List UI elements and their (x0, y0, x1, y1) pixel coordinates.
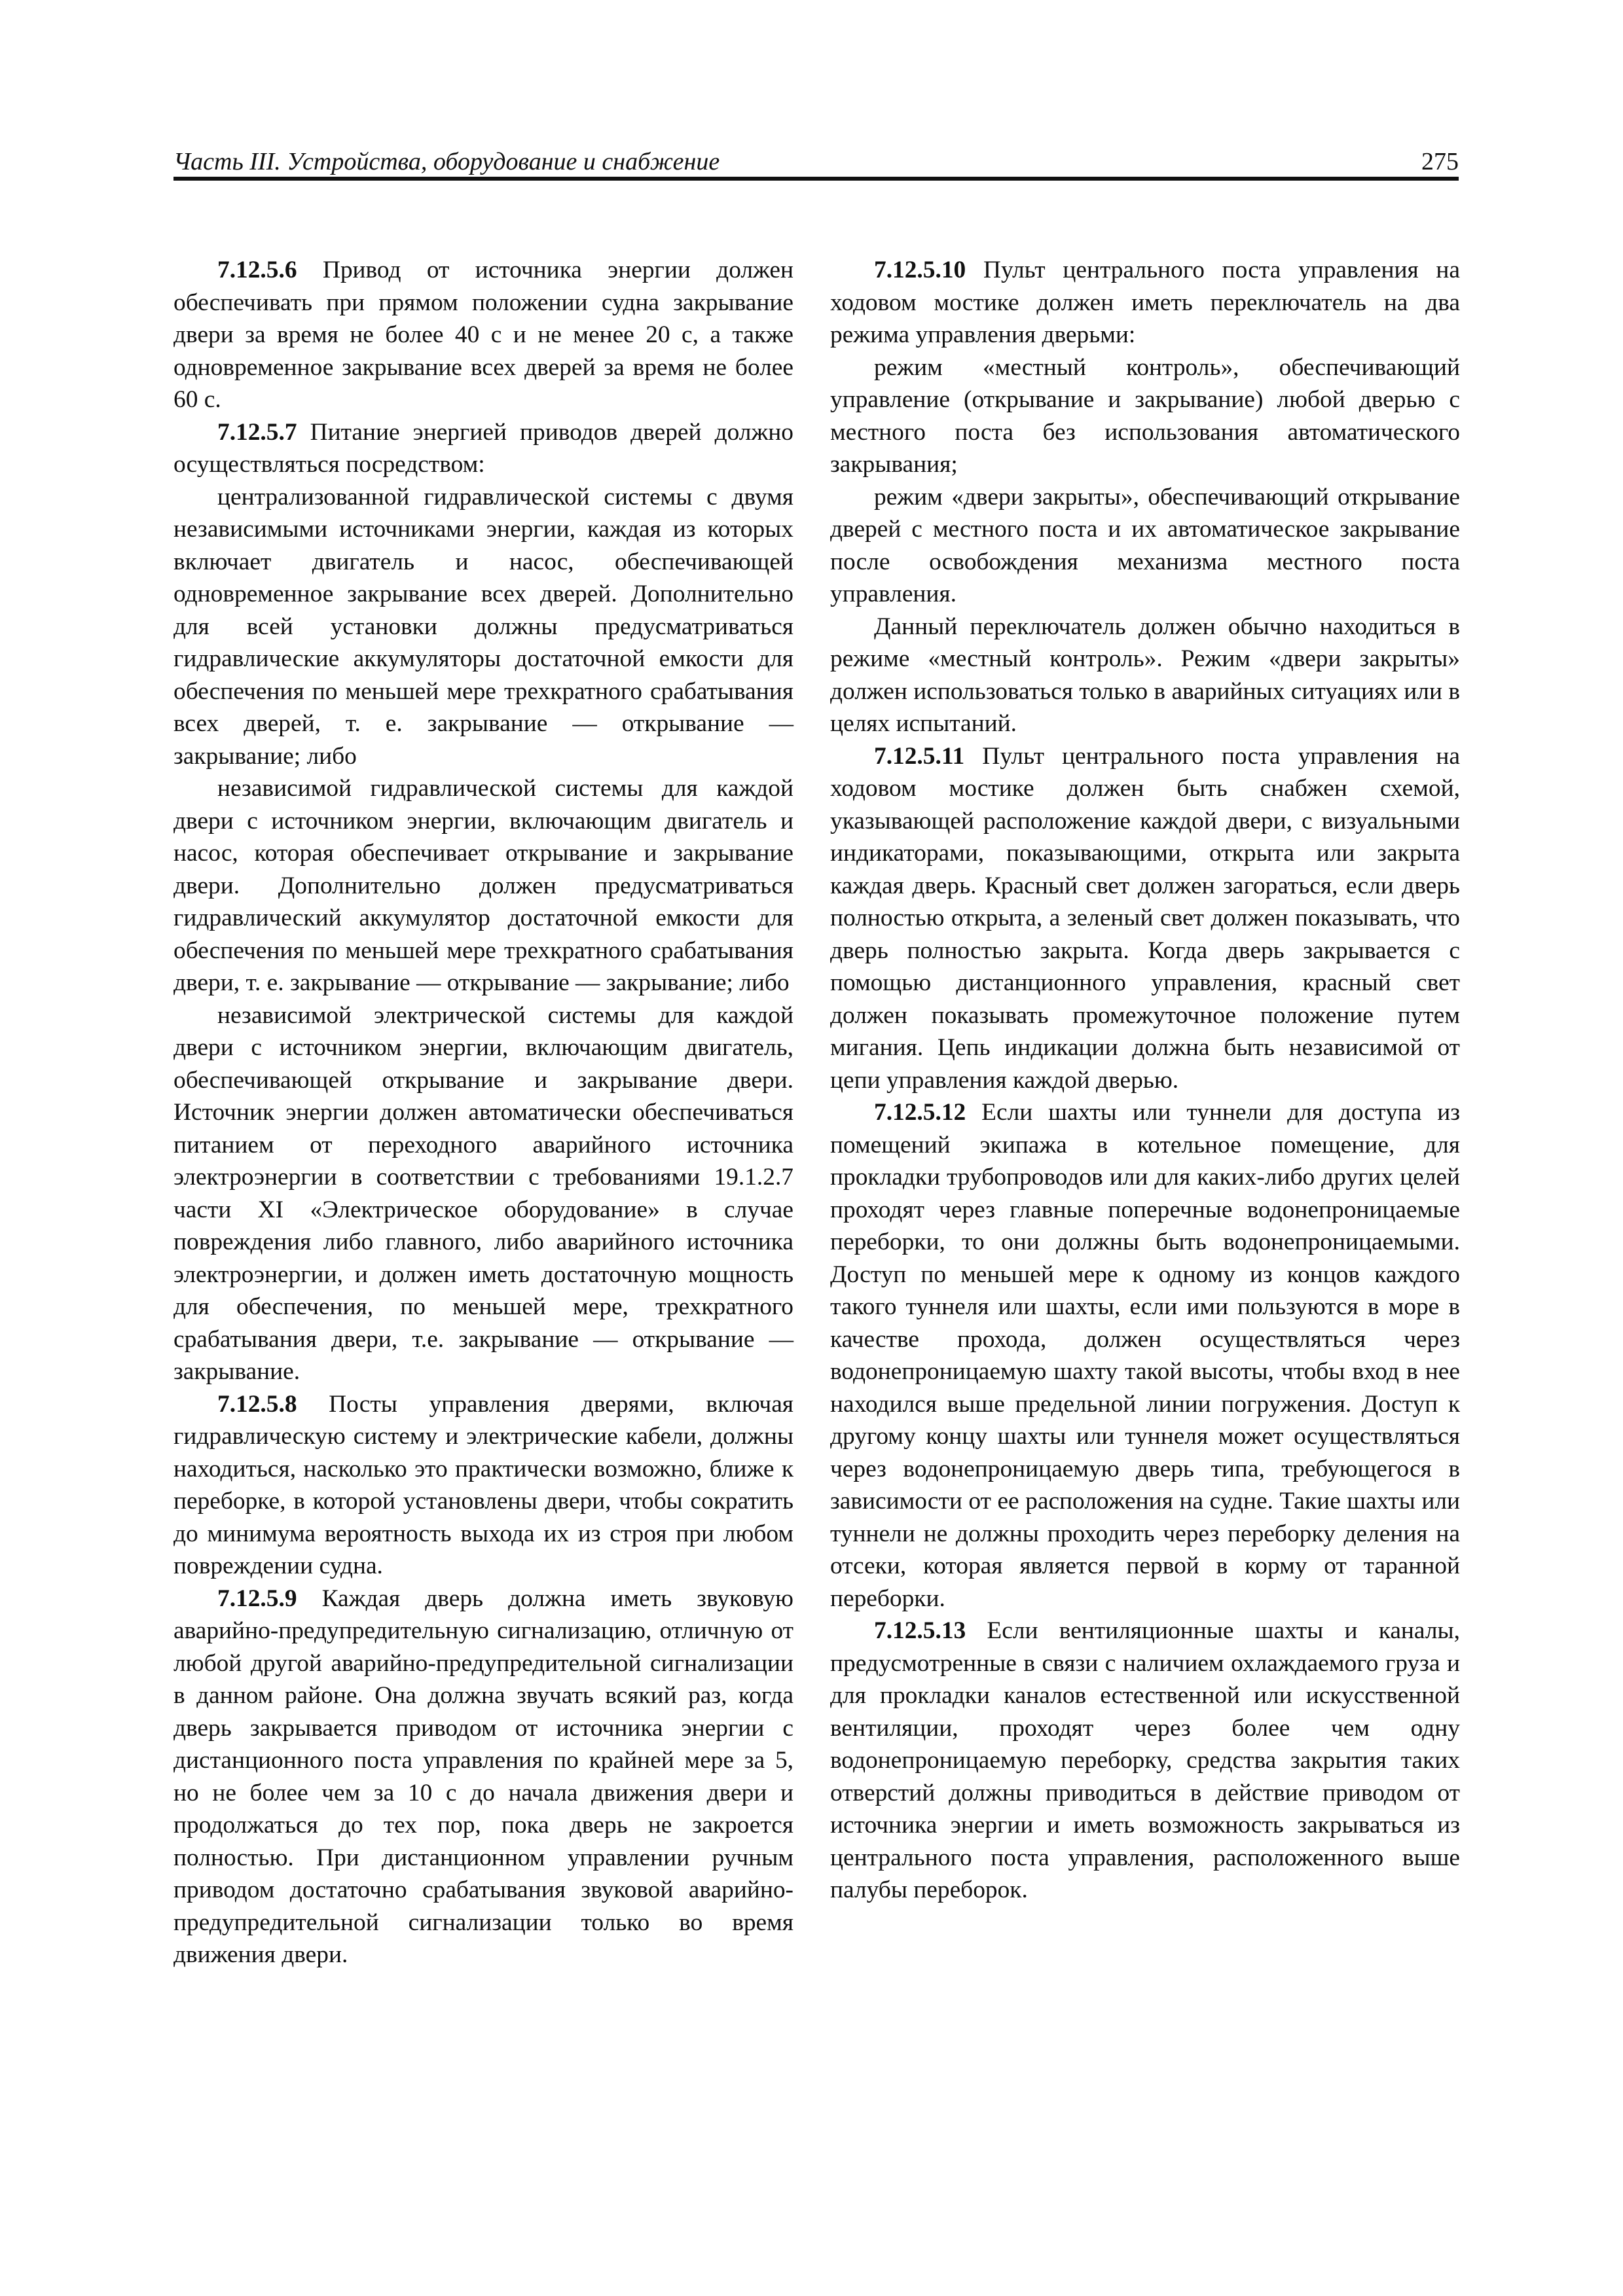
list-item-local-control-mode: режим «местный контроль», обеспечивающий управление (открывание и закрывание) любой дверью с местного поста без использования автоматического закрывания; (830, 353, 1460, 478)
list-item-independent-hydraulic: независимой гидравлической системы для каждой двери с источником энергии, включающим двигатель и насос, которая обеспечивает открывание и закрывание двери. Дополнительно должен предусматриваться гидравлический аккумулятор достаточной емкости для обеспечения по меньшей мере трехкратного срабатывания двери, т. е. закрывание — открывание — закрывание; либо (173, 775, 793, 996)
right-column (830, 254, 1460, 1907)
paragraph-number: 7.12.5.9 (217, 1585, 297, 1612)
paragraph-7-12-5-9 (173, 1583, 793, 1971)
running-header (173, 145, 1459, 178)
paragraph-number: 7.12.5.6 (217, 257, 297, 283)
paragraph-text: Пульт центрального поста управления на ходовом мостике должен быть снабжен схемой, указывающей расположение каждой двери, с визуальными индикаторами, показывающими, открыта или закрыта каждая дверь. Красный свет должен загораться, если дверь полностью открыта, а зеленый свет должен показывать, что дверь полностью закрыта. Когда дверь закрывается с помощью дистанционного управления, красный свет должен показывать промежуточное положение путем мигания. Цепь индикации должна быть независимой от цепи управления каждой дверью. (830, 742, 1460, 1094)
paragraph-7-12-5-6 (173, 254, 793, 416)
page-number: 275 (1421, 148, 1459, 175)
paragraph-text: Если шахты или туннели для доступа из помещений экипажа в котельное помещение, для прокладки трубопроводов или для каких-либо других целей проходят через главные поперечные водонепроницаемые переборки, то они должны быть водонепроницаемыми. Доступ по меньшей мере к одному из концов каждого такого туннеля или шахты, если ими пользуются в море в качестве прохода, должен осуществляться через водонепроницаемую шахту такой высоты, чтобы вход в нее находился выше предельной линии погружения. Доступ к другому концу шахты или туннеля может осуществляться через водонепроницаемую дверь типа, требующегося в зависимости от ее расположения на судне. Такие шахты или туннели не должны проходить через переборку деления на отсеки, которая является первой в корму от таранной переборки. (830, 1099, 1460, 1612)
list-item-independent-electric: независимой электрической системы для каждой двери с источником энергии, включающим двигатель, обеспечивающей открывание и закрывание двери. Источник энергии должен автоматически обеспечиваться питанием от переходного аварийного источника электроэнергии в соответствии с требованиями 19.1.2.7 части XI «Электрическое оборудование» в случае повреждения либо главного, либо аварийного источника электроэнергии, и должен иметь достаточную мощность для обеспечения, по меньшей мере, трехкратного срабатывания двери, т.е. закрывание — открывание — закрывание. (173, 1001, 793, 1385)
header-rule (173, 177, 1459, 181)
paragraph-text: Если вентиляционные шахты и каналы, предусмотренные в связи с наличием охлаждаемого груза и для прокладки каналов естественной или искусственной вентиляции, проходят через более чем одну водонепроницаемую переборку, средства закрытия таких отверстий должны приводиться в действие приводом от источника энергии и иметь возможность закрываться из центрального поста управления, расположенного выше палубы переборок. (830, 1617, 1460, 1903)
paragraph-text: Питание энергией приводов дверей должно осуществляться посредством: (173, 418, 793, 478)
paragraph-text: Привод от источника энергии должен обеспечивать при прямом положении судна закрывание двери за время не более 40 с и не менее 20 с, а также одновременное закрывание всех дверей за время не более 60 с. (173, 257, 793, 413)
paragraph-text: Посты управления дверями, включая гидравлическую систему и электрические кабели, должны находиться, насколько это практически возможно, ближе к переборке, в которой установлены двери, чтобы сократить до минимума вероятность выхода их из строя при любом повреждении судна. (173, 1390, 793, 1579)
paragraph-switch-note: Данный переключатель должен обычно находиться в режиме «местный контроль». Режим «двери закрыты» должен использоваться только в аварийных ситуациях или в целях испытаний. (830, 613, 1460, 737)
paragraph-number: 7.12.5.12 (874, 1099, 966, 1126)
paragraph-7-12-5-13 (830, 1615, 1460, 1907)
list-item-doors-closed-mode: режим «двери закрыты», обеспечивающий открывание дверей с местного поста и их автоматическое закрывание после освобождения механизма местного поста управления. (830, 483, 1460, 607)
paragraph-number: 7.12.5.7 (217, 418, 297, 446)
left-column (173, 254, 793, 1971)
paragraph-7-12-5-11 (830, 740, 1460, 1097)
paragraph-number: 7.12.5.8 (217, 1390, 297, 1418)
paragraph-number: 7.12.5.13 (874, 1617, 966, 1644)
list-item-centralized-hydraulic: централизованной гидравлической системы с двумя независимыми источниками энергии, каждая из которых включает двигатель и насос, обеспечивающей одновременное закрывание всех дверей. Дополнительно для всей установки должны предусматриваться гидравлические аккумуляторы достаточной емкости для обеспечения по меньшей мере трехкратного срабатывания всех дверей, т. е. закрывание — открывание — закрывание; либо (173, 483, 793, 770)
paragraph-number: 7.12.5.10 (874, 257, 966, 283)
paragraph-text: Пульт центрального поста управления на ходовом мостике должен иметь переключатель на два режима управления дверьми: (830, 257, 1460, 348)
paragraph-7-12-5-12 (830, 1096, 1460, 1615)
paragraph-7-12-5-7 (173, 416, 793, 481)
paragraph-number: 7.12.5.11 (874, 742, 965, 770)
running-header-title: Часть III. Устройства, оборудование и снабжение (173, 148, 720, 175)
paragraph-text: Каждая дверь должна иметь звуковую аварийно-предупредительную сигнализацию, отличную от любой другой аварийно-предупредительной сигнализации в данном районе. Она должна звучать всякий раз, когда дверь закрывается приводом от источника энергии с дистанционного поста управления по крайней мере за 5, но не более чем за 10 с до начала движения двери и продолжаться до тех пор, пока дверь не закроется полностью. При дистанционном управлении ручным приводом достаточно срабатывания звуковой аварийно-предупредительной сигнализации только во время движения двери. (173, 1585, 793, 1968)
paragraph-7-12-5-10 (830, 254, 1460, 351)
paragraph-7-12-5-8 (173, 1388, 793, 1583)
